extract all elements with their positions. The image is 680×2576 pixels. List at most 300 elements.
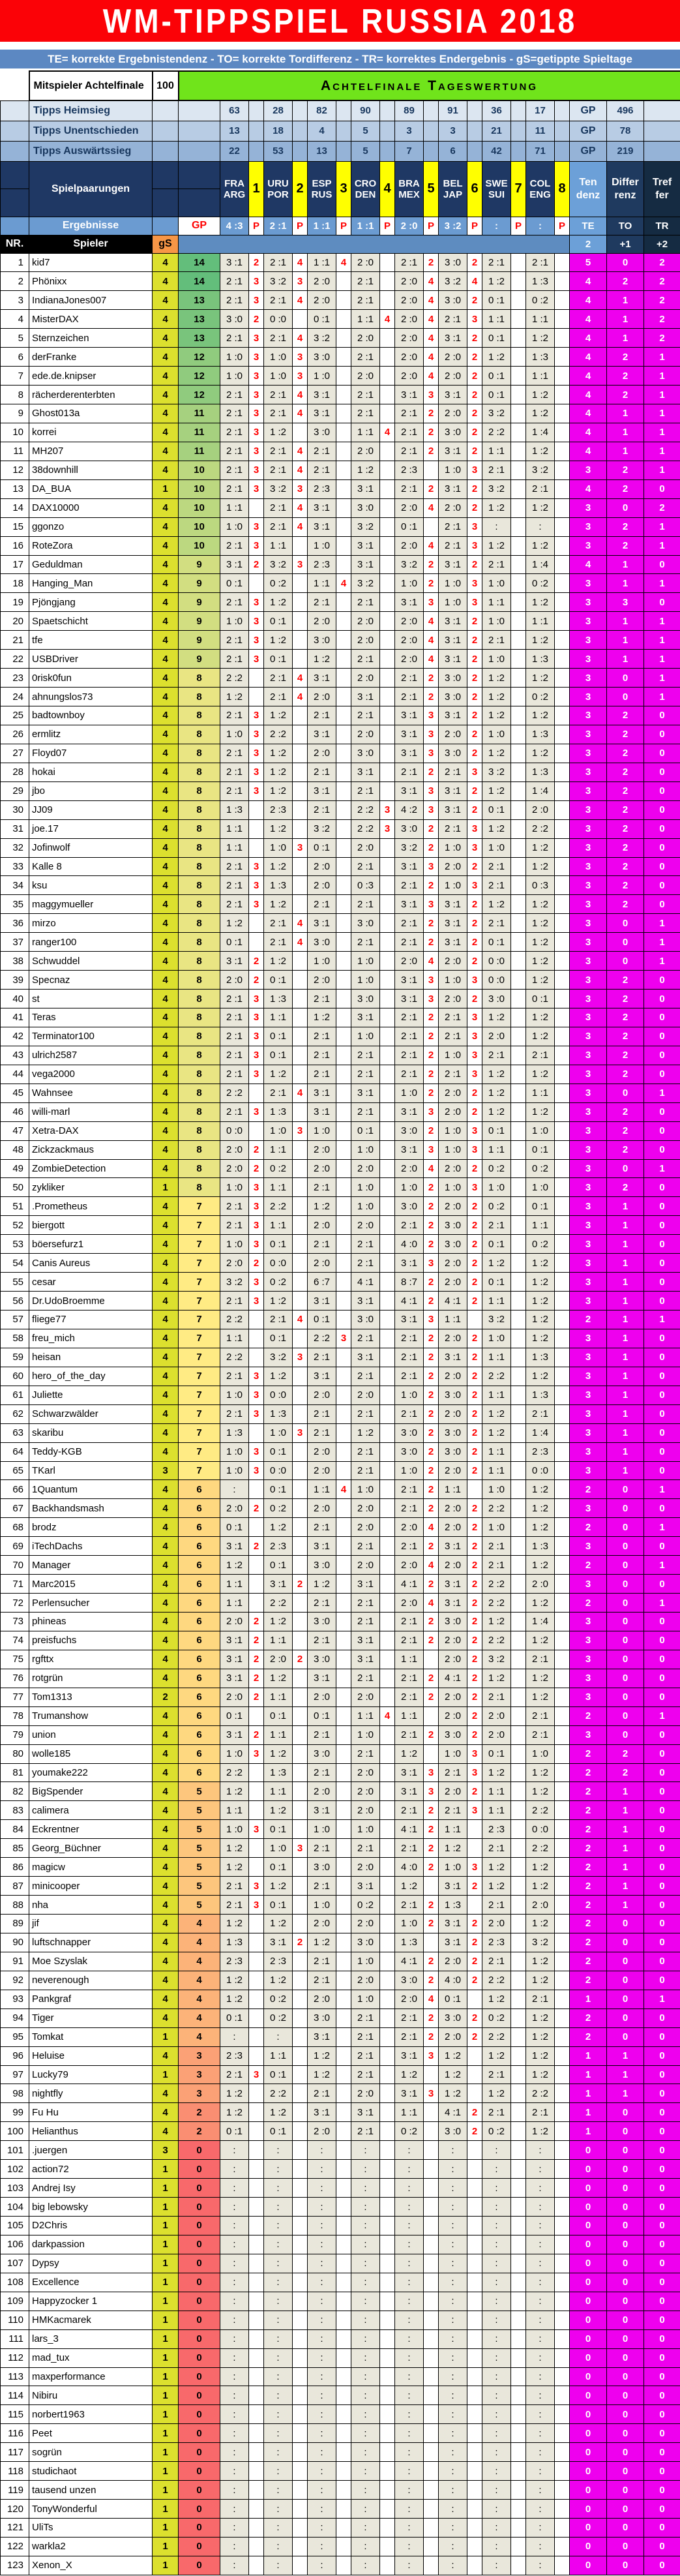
tip-points-cell [555, 517, 570, 536]
tr-value: 0 [644, 1763, 680, 1782]
gp-value: 0 [179, 2367, 220, 2386]
tip-points-cell: 4 [424, 348, 439, 367]
tip-points-cell [336, 990, 351, 1008]
player-rank: 8 [1, 386, 29, 404]
tip-cell: 2 :1 [482, 876, 511, 895]
tip-cell: 0 :1 [220, 2008, 249, 2027]
gp-value: 8 [179, 876, 220, 895]
tr-value: 0 [644, 1858, 680, 1877]
tip-cell: 1 :1 [308, 1480, 336, 1499]
tip-points-cell: 2 [424, 1952, 439, 1971]
tr-value: 1 [644, 1990, 680, 2008]
tr-value: 2 [644, 272, 680, 291]
gs-value: 1 [153, 2481, 179, 2500]
player-name: Xetra-DAX [29, 1121, 153, 1140]
player-rank: 63 [1, 1423, 29, 1442]
tip-points-cell [467, 2179, 482, 2198]
player-rank: 64 [1, 1442, 29, 1461]
tip-cell: 2 :1 [220, 386, 249, 404]
tr-value: 0 [644, 1801, 680, 1820]
tip-cell: : [482, 2537, 511, 2556]
tip-cell: 0 :1 [264, 1235, 293, 1254]
tip-cell: 1 :0 [395, 574, 424, 593]
tip-cell: 0 :1 [395, 517, 424, 536]
tip-points-cell [336, 461, 351, 479]
tr-value: 2 [644, 329, 680, 348]
tip-cell: 2 :1 [308, 1348, 336, 1367]
tip-points-cell [336, 1801, 351, 1820]
tip-points-cell [249, 2556, 264, 2575]
player-name: Xenon_X [29, 2556, 153, 2575]
tip-cell: 3 :0 [439, 2008, 467, 2027]
tip-cell: : [482, 2141, 511, 2160]
tip-cell: 0 :0 [526, 1461, 555, 1480]
tr-value: 0 [644, 1669, 680, 1688]
tip-points-cell [336, 2405, 351, 2424]
player-rank: 5 [1, 329, 29, 348]
tip-points-cell: 3 [467, 461, 482, 479]
tip-cell: 2 :3 [526, 1442, 555, 1461]
te-value: 3 [570, 781, 607, 800]
tip-points-cell [555, 669, 570, 688]
tip-points-cell [249, 1083, 264, 1102]
table-row [1, 1971, 680, 1990]
tip-cell: 1 :0 [351, 1197, 380, 1216]
tip-points-cell: 2 [249, 253, 264, 272]
tip-points-cell [511, 2027, 526, 2046]
tip-cell: 3 :1 [439, 781, 467, 800]
tip-cell: 2 :0 [351, 1915, 380, 1933]
player-name: wolle185 [29, 1744, 153, 1763]
tip-points-cell: 2 [424, 1292, 439, 1311]
tip-cell: : [264, 2198, 293, 2217]
tip-cell: 1 :0 [220, 725, 249, 744]
gs-value: 4 [153, 1423, 179, 1442]
tip-points-cell [555, 1046, 570, 1065]
tip-points-cell [249, 1858, 264, 1877]
tip-cell: 1 :0 [308, 1820, 336, 1839]
tip-points-cell [511, 1952, 526, 1971]
gp-value: 3 [179, 2065, 220, 2084]
tip-cell: 3 :0 [308, 631, 336, 650]
tip-cell: 0 :1 [482, 329, 511, 348]
player-rank: 39 [1, 971, 29, 990]
tip-points-cell [336, 2235, 351, 2254]
tip-cell: 1 :1 [264, 1008, 293, 1027]
tip-points-cell [511, 2500, 526, 2519]
tip-cell: 2 :0 [439, 1159, 467, 1178]
tip-points-cell [293, 2329, 308, 2348]
tip-points-cell [293, 1688, 308, 1706]
tip-points-cell: 3 [249, 1197, 264, 1216]
te-value: 0 [570, 2405, 607, 2424]
tip-cell: 2 :1 [220, 763, 249, 781]
tip-cell: 2 :3 [395, 461, 424, 479]
tip-points-cell [336, 1518, 351, 1537]
table-row [1, 1442, 680, 1461]
tip-cell: 0 :1 [482, 367, 511, 386]
tip-cell: 2 :0 [439, 1461, 467, 1480]
tip-points-cell [555, 2443, 570, 2462]
table-row [1, 1292, 680, 1311]
tip-cell: 3 :0 [439, 688, 467, 706]
tip-points-cell [555, 2198, 570, 2217]
te-value: 3 [570, 744, 607, 763]
tip-points-cell [293, 1197, 308, 1216]
tip-points-cell [511, 1669, 526, 1688]
tip-points-cell [380, 1650, 395, 1669]
tip-points-cell [555, 1140, 570, 1159]
player-rank: 77 [1, 1688, 29, 1706]
tip-points-cell [424, 1744, 439, 1763]
tip-points-cell [249, 2273, 264, 2292]
tip-cell: : [308, 2254, 336, 2273]
tip-points-cell [336, 2179, 351, 2198]
tip-points-cell: 2 [467, 2027, 482, 2046]
gp-value: 8 [179, 895, 220, 914]
tip-points-cell [555, 555, 570, 574]
tip-points-cell [293, 1971, 308, 1990]
te-value: 3 [570, 574, 607, 593]
tip-points-cell: 2 [467, 1933, 482, 1952]
tip-cell: 2 :0 [439, 348, 467, 367]
tip-cell: 1 :2 [526, 1480, 555, 1499]
tip-cell: : [482, 2481, 511, 2500]
player-rank: 25 [1, 706, 29, 725]
tip-cell: 2 :0 [351, 1386, 380, 1404]
tip-points-cell [293, 2141, 308, 2160]
player-rank: 6 [1, 348, 29, 367]
gs-value: 1 [153, 2386, 179, 2405]
tip-points-cell [249, 2367, 264, 2386]
tip-points-cell [555, 574, 570, 593]
tip-points-cell [380, 2405, 395, 2424]
gp-header: GP [179, 217, 220, 235]
tip-cell: : [264, 2443, 293, 2462]
tip-points-cell [380, 536, 395, 555]
ergebnisse-row [1, 217, 680, 235]
tip-cell: 2 :1 [351, 1461, 380, 1480]
tip-cell: : [439, 2386, 467, 2405]
gs-value: 4 [153, 1102, 179, 1121]
tip-points-cell: 3 [249, 1273, 264, 1292]
tip-cell: 1 :0 [439, 1178, 467, 1197]
player-name: ulrich2587 [29, 1046, 153, 1065]
tip-points-cell [424, 2537, 439, 2556]
tip-cell: 2 :0 [395, 1518, 424, 1537]
differenz-header: Differ renz [607, 161, 644, 217]
tip-points-cell [511, 1650, 526, 1669]
tip-points-cell [555, 1896, 570, 1915]
tip-cell: 2 :1 [351, 2065, 380, 2084]
table-row [1, 2046, 680, 2065]
tip-cell: : [220, 2348, 249, 2367]
tip-points-cell [380, 2179, 395, 2198]
stats-count: 42 [482, 141, 511, 161]
tr-value: 0 [644, 857, 680, 876]
tip-cell: 2 :1 [220, 329, 249, 348]
tip-points-cell: 4 [336, 1480, 351, 1499]
tip-points-cell [293, 1216, 308, 1235]
table-row [1, 1896, 680, 1915]
tip-cell: 1 :2 [220, 1858, 249, 1877]
tip-points-cell: 2 [467, 781, 482, 800]
te-value: 3 [570, 517, 607, 536]
gp-value: 5 [179, 1896, 220, 1915]
tr-value: 0 [644, 1386, 680, 1404]
gp-value: 7 [179, 1348, 220, 1367]
gp-value: 8 [179, 838, 220, 857]
tip-points-cell [249, 1952, 264, 1971]
gp-value: 8 [179, 744, 220, 763]
tip-cell: 1 :1 [482, 1348, 511, 1367]
tip-cell: 2 :1 [308, 1952, 336, 1971]
tip-points-cell: 2 [249, 1254, 264, 1273]
tip-points-cell [249, 1348, 264, 1367]
to-value: 1 [607, 1423, 644, 1442]
te-value: 3 [570, 498, 607, 517]
tip-cell: 0 :2 [264, 1990, 293, 2008]
table-row [1, 1725, 680, 1744]
player-name: maggymueller [29, 895, 153, 914]
player-rank: 115 [1, 2405, 29, 2424]
tip-points-cell [511, 1121, 526, 1140]
gs-value: 4 [153, 1499, 179, 1518]
tip-cell: 1 :2 [482, 1613, 511, 1631]
table-row [1, 725, 680, 744]
tip-cell: 1 :2 [526, 838, 555, 857]
tip-cell: 1 :1 [482, 593, 511, 612]
to-value: 2 [607, 479, 644, 498]
tip-cell: 3 :0 [220, 310, 249, 329]
stats-gp-spacer [179, 121, 220, 141]
player-rank: 4 [1, 310, 29, 329]
table-row [1, 1990, 680, 2008]
tip-points-cell [467, 1820, 482, 1839]
gs-value: 4 [153, 800, 179, 819]
tip-cell: 1 :0 [220, 367, 249, 386]
tip-points-cell [511, 781, 526, 800]
table-row [1, 1367, 680, 1386]
tip-cell: 0 :0 [482, 952, 511, 971]
match-result: 2 :0 [395, 217, 424, 235]
tip-points-cell [336, 1121, 351, 1140]
tr-value: 0 [644, 800, 680, 819]
tip-cell: 3 :1 [439, 555, 467, 574]
gs-value: 4 [153, 498, 179, 517]
table-row [1, 1877, 680, 1896]
tip-points-cell [555, 1744, 570, 1763]
to-value: 2 [607, 895, 644, 914]
te-value: 3 [570, 971, 607, 990]
tip-points-cell: 2 [424, 1631, 439, 1650]
tr-value: 1 [644, 1706, 680, 1725]
gp-value: 4 [179, 1971, 220, 1990]
tip-cell: : [395, 2405, 424, 2424]
tip-cell: : [482, 2556, 511, 2575]
tip-points-cell [555, 2537, 570, 2556]
table-row [1, 2424, 680, 2443]
tip-points-cell [293, 1782, 308, 1801]
tip-points-cell [511, 1782, 526, 1801]
tip-points-cell: 3 [467, 1008, 482, 1027]
tip-points-cell: 2 [249, 1499, 264, 1518]
tip-cell: 2 :0 [351, 725, 380, 744]
stats-label: Tipps Auswärtssieg [29, 141, 153, 161]
player-rank: 20 [1, 612, 29, 631]
match-teams: BRA MEX [395, 161, 424, 217]
player-rank: 55 [1, 1273, 29, 1292]
tip-points-cell: 3 [467, 1858, 482, 1877]
tip-points-cell: 3 [249, 763, 264, 781]
tip-cell: 2 :0 [439, 1083, 467, 1102]
tip-cell: 2 :1 [308, 1594, 336, 1613]
gs-value: 4 [153, 574, 179, 593]
tip-cell: 3 :2 [482, 404, 511, 423]
tip-points-cell [336, 2292, 351, 2311]
tip-cell: 2 :1 [526, 1990, 555, 2008]
tip-cell: 1 :1 [264, 1140, 293, 1159]
tip-points-cell [424, 2254, 439, 2273]
tip-points-cell [380, 1499, 395, 1518]
tip-points-cell [555, 536, 570, 555]
tip-cell: : [264, 2179, 293, 2198]
tip-points-cell: 2 [467, 1386, 482, 1404]
tip-points-cell [249, 2386, 264, 2405]
tip-cell: 1 :0 [351, 1952, 380, 1971]
tip-cell: 1 :0 [439, 971, 467, 990]
tip-cell: 3 :1 [308, 1083, 336, 1102]
tip-points-cell: 2 [424, 763, 439, 781]
tip-points-cell [467, 2537, 482, 2556]
tip-cell: : [482, 2292, 511, 2311]
to-value: 0 [607, 2311, 644, 2329]
stats-count: 90 [351, 100, 380, 121]
tip-points-cell [336, 536, 351, 555]
tip-cell: 3 :1 [351, 1348, 380, 1367]
stats-count-spacer [380, 121, 395, 141]
tip-cell: 2 :1 [351, 1235, 380, 1254]
to-value: 2 [607, 1140, 644, 1159]
te-value: 1 [570, 2084, 607, 2103]
to-value: 2 [607, 461, 644, 479]
tip-points-cell [511, 952, 526, 971]
tip-cell: 1 :0 [482, 1518, 511, 1537]
tip-cell: : [482, 2462, 511, 2481]
gp-value: 0 [179, 2405, 220, 2424]
tip-cell: 8 :7 [395, 1273, 424, 1292]
tip-points-cell: 4 [380, 310, 395, 329]
stats-gp-spacer [179, 141, 220, 161]
player-name: jbo [29, 781, 153, 800]
tip-points-cell [511, 1706, 526, 1725]
tip-cell: : [220, 2481, 249, 2500]
te-value: 2 [570, 1896, 607, 1915]
tip-points-cell [336, 706, 351, 725]
to-value: 0 [607, 2556, 644, 2575]
tip-cell: 2 :0 [439, 1404, 467, 1423]
tip-cell: 2 :1 [351, 895, 380, 914]
gs-value: 4 [153, 1763, 179, 1782]
tip-cell: 1 :2 [308, 1008, 336, 1027]
tip-cell: 2 :0 [351, 669, 380, 688]
tip-points-cell [424, 2198, 439, 2217]
gs-value: 1 [153, 2160, 179, 2179]
tip-cell: 0 :1 [264, 612, 293, 631]
te-value: 0 [570, 2500, 607, 2519]
player-rank: 40 [1, 990, 29, 1008]
player-rank: 89 [1, 1915, 29, 1933]
gp-value: 0 [179, 2500, 220, 2519]
tip-cell: 2 :1 [220, 2065, 249, 2084]
player-rank: 65 [1, 1461, 29, 1480]
gp-value: 0 [179, 2329, 220, 2348]
tip-points-cell [380, 574, 395, 593]
table-row [1, 2273, 680, 2292]
tip-points-cell [555, 329, 570, 348]
tip-points-cell [511, 386, 526, 404]
te-value: 3 [570, 838, 607, 857]
tip-cell: 1 :4 [526, 555, 555, 574]
header-band [179, 235, 570, 253]
tr-value: 0 [644, 1952, 680, 1971]
tip-points-cell: 3 [249, 329, 264, 348]
tip-points-cell [293, 1461, 308, 1480]
tip-points-cell [511, 461, 526, 479]
tip-points-cell: 2 [467, 498, 482, 517]
tip-cell: : [220, 2254, 249, 2273]
tip-points-cell [249, 1121, 264, 1140]
tip-cell: 0 :0 [220, 1121, 249, 1140]
gs-value: 4 [153, 631, 179, 650]
player-rank: 85 [1, 1839, 29, 1858]
player-name: calimera [29, 1801, 153, 1820]
table-row [1, 763, 680, 781]
tip-cell: 1 :1 [482, 1442, 511, 1461]
to-value: 1 [607, 1820, 644, 1839]
tip-cell: 0 :2 [526, 1235, 555, 1254]
tr-value: 1 [644, 367, 680, 386]
te-value: 3 [570, 990, 607, 1008]
player-name: BigSpender [29, 1782, 153, 1801]
tip-points-cell: 2 [424, 1669, 439, 1688]
tip-cell: : [526, 2329, 555, 2348]
stats-count: 22 [220, 141, 249, 161]
tr-value: 0 [644, 2235, 680, 2254]
tip-points-cell [380, 876, 395, 895]
treffer-header: Tref fer [644, 161, 680, 217]
tip-points-cell [293, 1537, 308, 1556]
tip-cell: 1 :2 [308, 650, 336, 669]
player-name: 38downhill [29, 461, 153, 479]
tip-cell: 1 :2 [526, 744, 555, 763]
tip-cell: : [264, 2235, 293, 2254]
tip-cell: : [482, 2329, 511, 2348]
tip-cell: 1 :0 [439, 838, 467, 857]
tip-cell: 2 :1 [351, 2027, 380, 2046]
tip-points-cell [336, 1933, 351, 1952]
gp-value: 6 [179, 1537, 220, 1556]
gp-value: 0 [179, 2462, 220, 2481]
tip-points-cell [336, 1083, 351, 1102]
tip-points-cell [336, 2160, 351, 2179]
te-value: 2 [570, 1594, 607, 1613]
tip-cell: 2 :1 [264, 1083, 293, 1102]
tip-points-cell [380, 1801, 395, 1820]
tip-points-cell [555, 2424, 570, 2443]
tip-points-cell [293, 1631, 308, 1650]
tip-points-cell [249, 2462, 264, 2481]
